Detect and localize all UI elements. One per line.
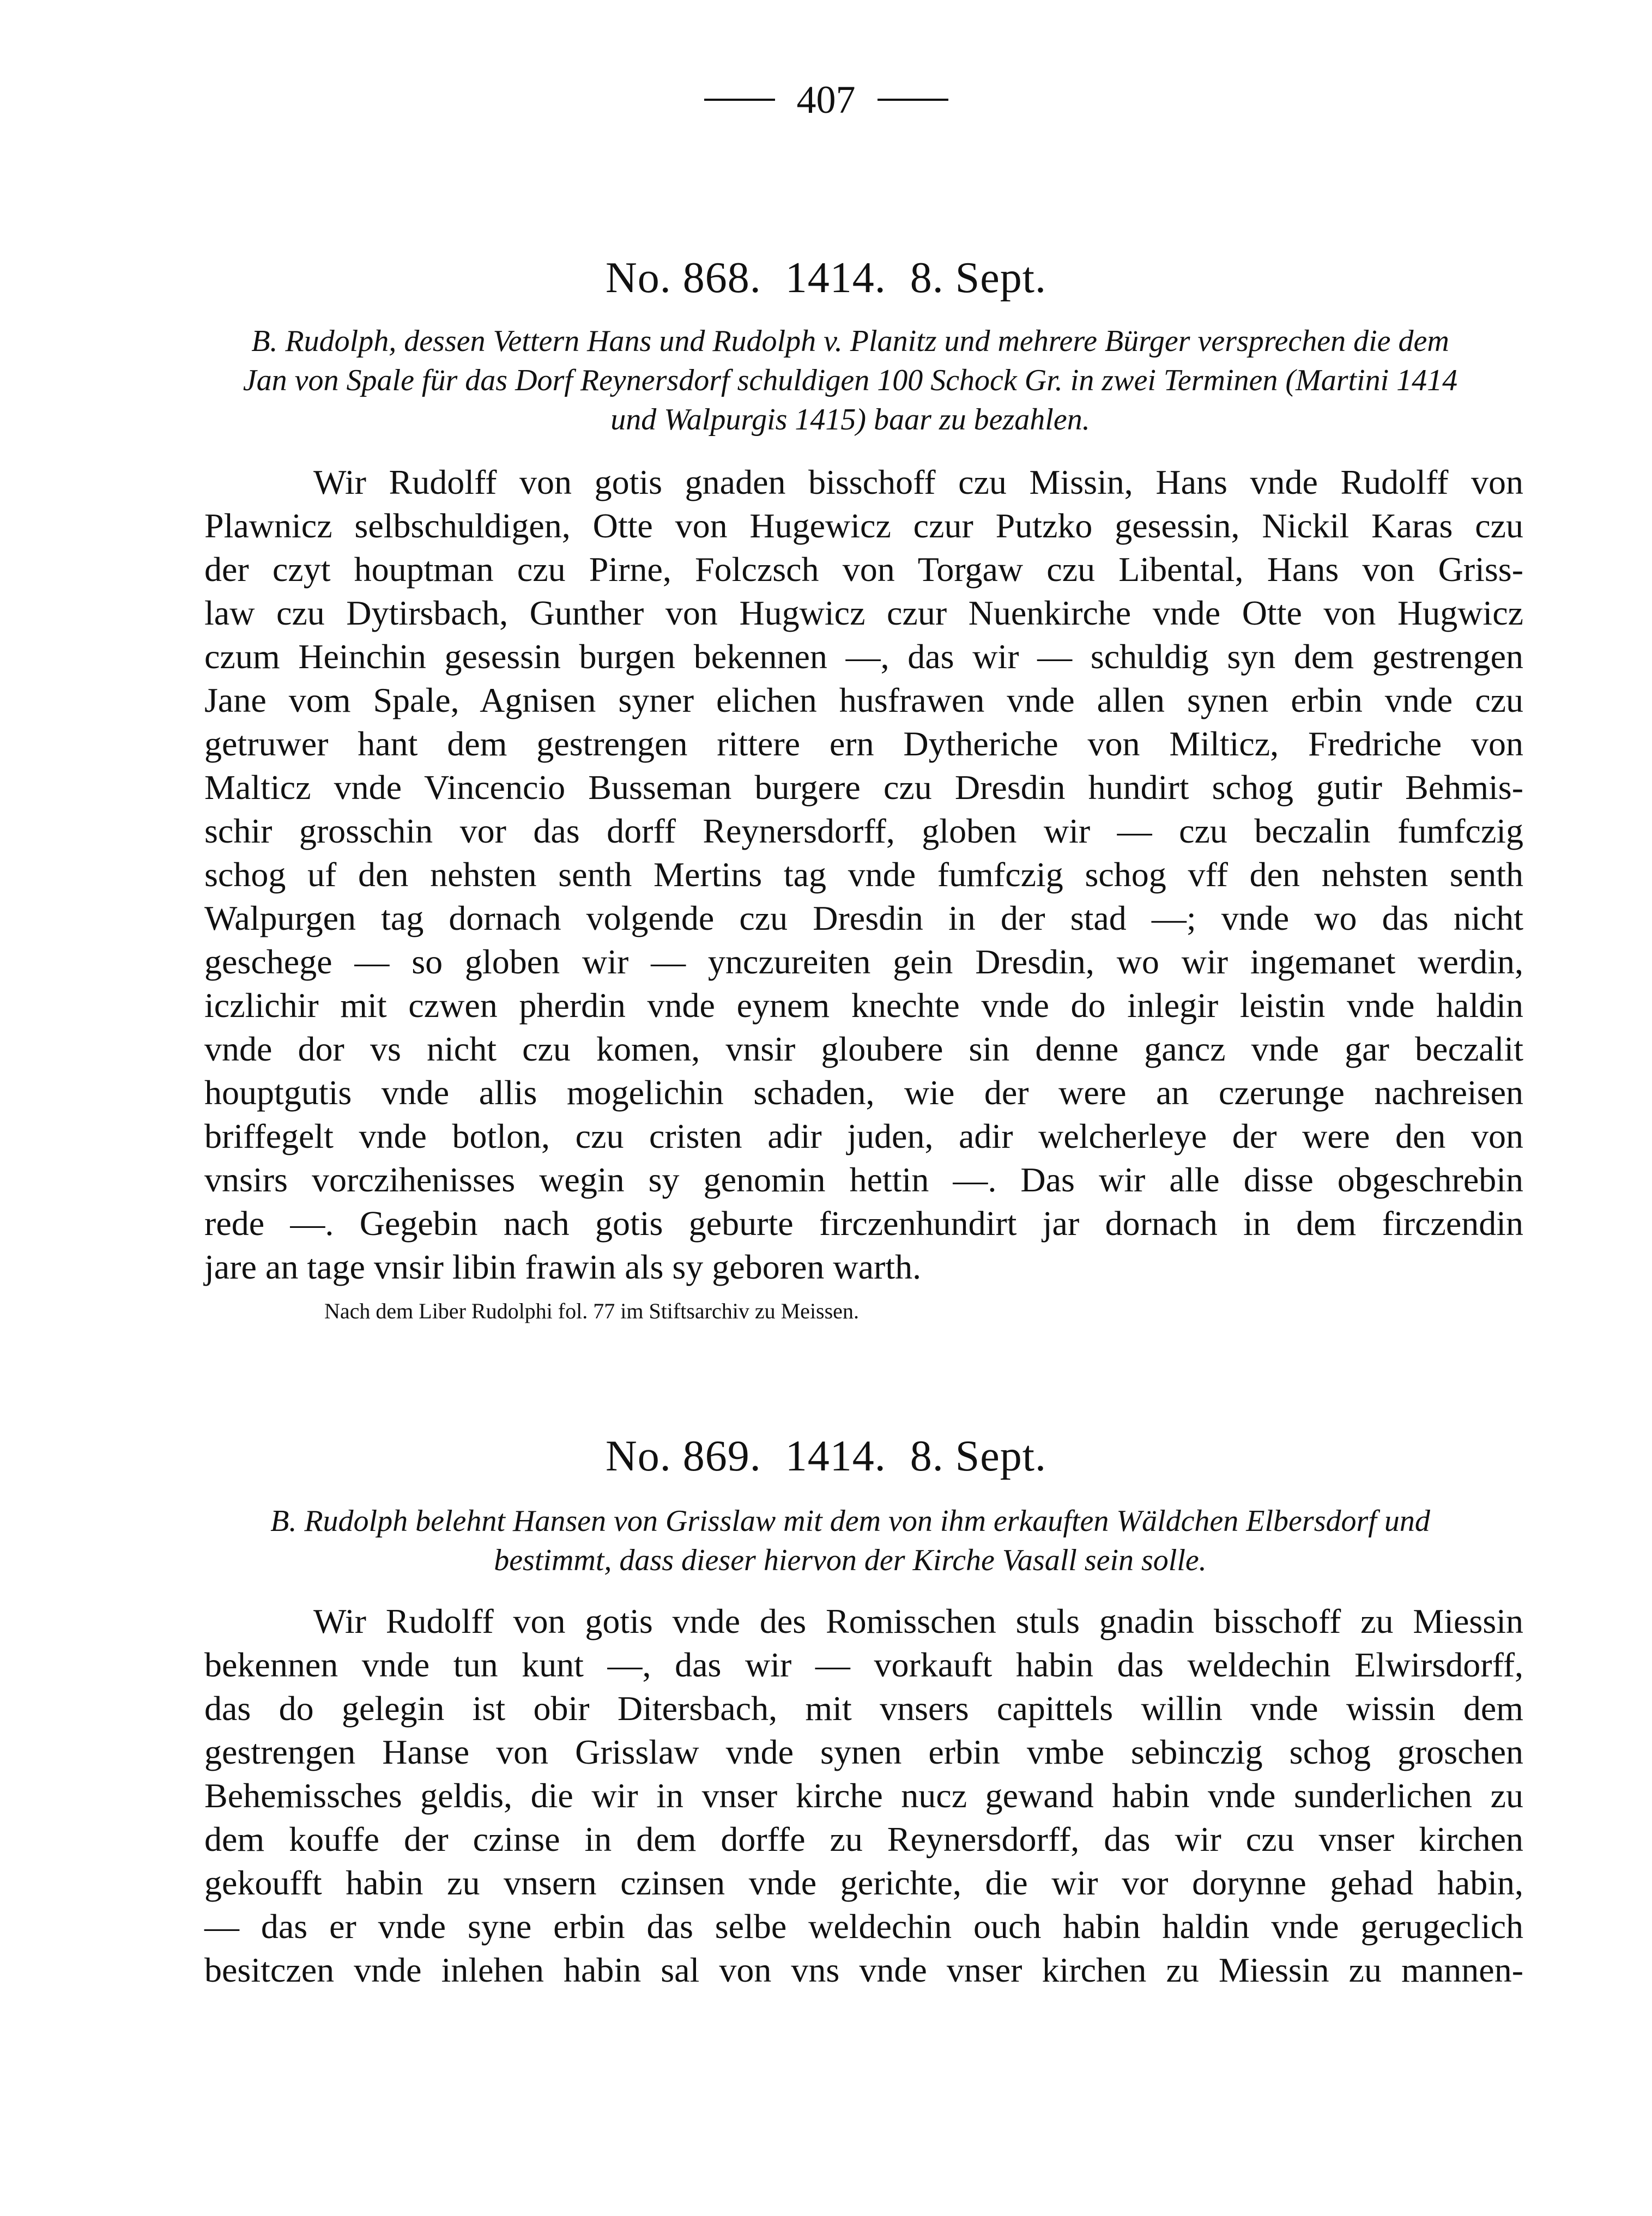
regest-line: bestimmt, dass dieser hiervon der Kirche Vasall sein solle. xyxy=(494,1543,1207,1577)
text-line: gekoufft habin zu vnsern czinsen vnde gerichte, die wir vor dorynne gehad habin, xyxy=(204,1863,1523,1902)
regest-line: Jan von Spale für das Dorf Reynersdorf schuldigen 100 Schock Gr. in zwei Terminen (Martini 1414 xyxy=(243,364,1458,397)
text-line: jare an tage vnsir libin frawin als sy geboren warth. xyxy=(204,1248,922,1286)
text-line: das do gelegin ist obir Ditersbach, mit vnsers capittels willin vnde wissin dem xyxy=(204,1689,1523,1728)
page-number xyxy=(0,76,1652,122)
text-line: Wir Rudolff von gotis vnde des Romisschen stuls gnadin bisschoff zu Miessin xyxy=(313,1602,1523,1640)
text-line: Wir Rudolff von gotis gnaden bisschoff czu Missin, Hans vnde Rudolff von xyxy=(313,463,1523,501)
text-line: schog uf den nehsten senth Mertins tag vnde fumfczig schog vff den nehsten senth xyxy=(204,855,1523,894)
document-date: 8. Sept. xyxy=(910,254,1046,302)
document-year: 1414. xyxy=(785,254,886,302)
document-year: 1414. xyxy=(785,1432,886,1480)
page-number-value: 407 xyxy=(796,78,856,122)
page-number-right-rule xyxy=(878,99,948,101)
text-line: vnde dor vs nicht czu komen, vnsir gloubere sin denne gancz vnde gar beczalit xyxy=(204,1030,1523,1068)
regest-line: B. Rudolph, dessen Vettern Hans und Rudolph v. Planitz und mehrere Bürger versprechen die dem xyxy=(251,324,1449,358)
document-text-869 xyxy=(204,1600,1523,1992)
text-line: geschege — so globen wir — ynczureiten gein Dresdin, wo wir ingemanet werdin, xyxy=(204,942,1523,981)
text-line: iczlichir mit czwen pherdin vnde eynem knechte vnde do inlegir leistin vnde haldin xyxy=(204,986,1523,1025)
text-line: Plawnicz selbschuldigen, Otte von Hugewicz czur Putzko gesessin, Nickil Karas czu xyxy=(204,506,1523,545)
page-number-left-rule xyxy=(704,99,775,101)
text-line: gestrengen Hanse von Grisslaw vnde synen erbin vmbe sebinczig schog groschen xyxy=(204,1733,1523,1771)
text-line: — das er vnde syne erbin das selbe weldechin ouch habin haldin vnde gerugeclich xyxy=(204,1907,1523,1946)
text-line: vnsirs vorczihenisses wegin sy genomin hettin —. Das wir alle disse obgeschrebin xyxy=(204,1160,1523,1199)
document-heading-868 xyxy=(0,256,1652,300)
text-line: czum Heinchin gesessin burgen bekennen —, das wir — schuldig syn dem gestrengen xyxy=(204,637,1523,676)
document-date: 8. Sept. xyxy=(910,1432,1046,1480)
text-line: Behemissches geldis, die wir in vnser kirche nucz gewand habin vnde sunderlichen zu xyxy=(204,1776,1523,1815)
regest-line: und Walpurgis 1415) baar zu bezahlen. xyxy=(610,403,1090,437)
text-line: houptgutis vnde allis mogelichin schaden, wie der were an czerunge nachreisen xyxy=(204,1073,1523,1112)
text-line: rede —. Gegebin nach gotis geburte firczenhundirt jar dornach in dem firczendin xyxy=(204,1204,1523,1243)
text-line: briffegelt vnde botlon, czu cristen adir juden, adir welcherleye der were den von xyxy=(204,1117,1523,1155)
text-line: Malticz vnde Vincencio Busseman burgere czu Dresdin hundirt schog gutir Behmis- xyxy=(204,768,1523,807)
text-line: getruwer hant dem gestrengen rittere ern Dytheriche von Milticz, Fredriche von xyxy=(204,724,1523,763)
document-heading-869 xyxy=(0,1434,1652,1478)
text-line: bekennen vnde tun kunt —, das wir — vorkauft habin das weldechin Elwirsdorff, xyxy=(204,1645,1523,1684)
text-line: besitczen vnde inlehen habin sal von vns vnde vnser kirchen zu Miessin zu mannen- xyxy=(204,1951,1523,1989)
document-regest-869 xyxy=(207,1501,1493,1580)
document-number: No. 869. xyxy=(605,1432,761,1480)
document-regest-868 xyxy=(207,322,1493,439)
text-line: dem kouffe der czinse in dem dorffe zu Reynersdorff, das wir czu vnser kirchen xyxy=(204,1820,1523,1858)
text-line: schir grosschin vor das dorff Reynersdorff, globen wir — czu beczalin fumfczig xyxy=(204,812,1523,850)
text-line: Jane vom Spale, Agnisen syner elichen husfrawen vnde allen synen erbin vnde czu xyxy=(204,681,1523,719)
text-line: Walpurgen tag dornach volgende czu Dresdin in der stad —; vnde wo das nicht xyxy=(204,899,1523,937)
document-number: No. 868. xyxy=(605,254,761,302)
text-line: der czyt houptman czu Pirne, Folczsch von Torgaw czu Libental, Hans von Griss- xyxy=(204,550,1523,589)
text-line: law czu Dytirsbach, Gunther von Hugwicz czur Nuenkirche vnde Otte von Hugwicz xyxy=(204,594,1523,632)
source-note-868: Nach dem Liber Rudolphi fol. 77 im Stiftsarchiv zu Meissen. xyxy=(324,1299,859,1323)
document-text-868 xyxy=(204,461,1523,1289)
regest-line: B. Rudolph belehnt Hansen von Grisslaw mit dem von ihm erkauften Wäldchen Elbersdorf und xyxy=(270,1504,1430,1538)
